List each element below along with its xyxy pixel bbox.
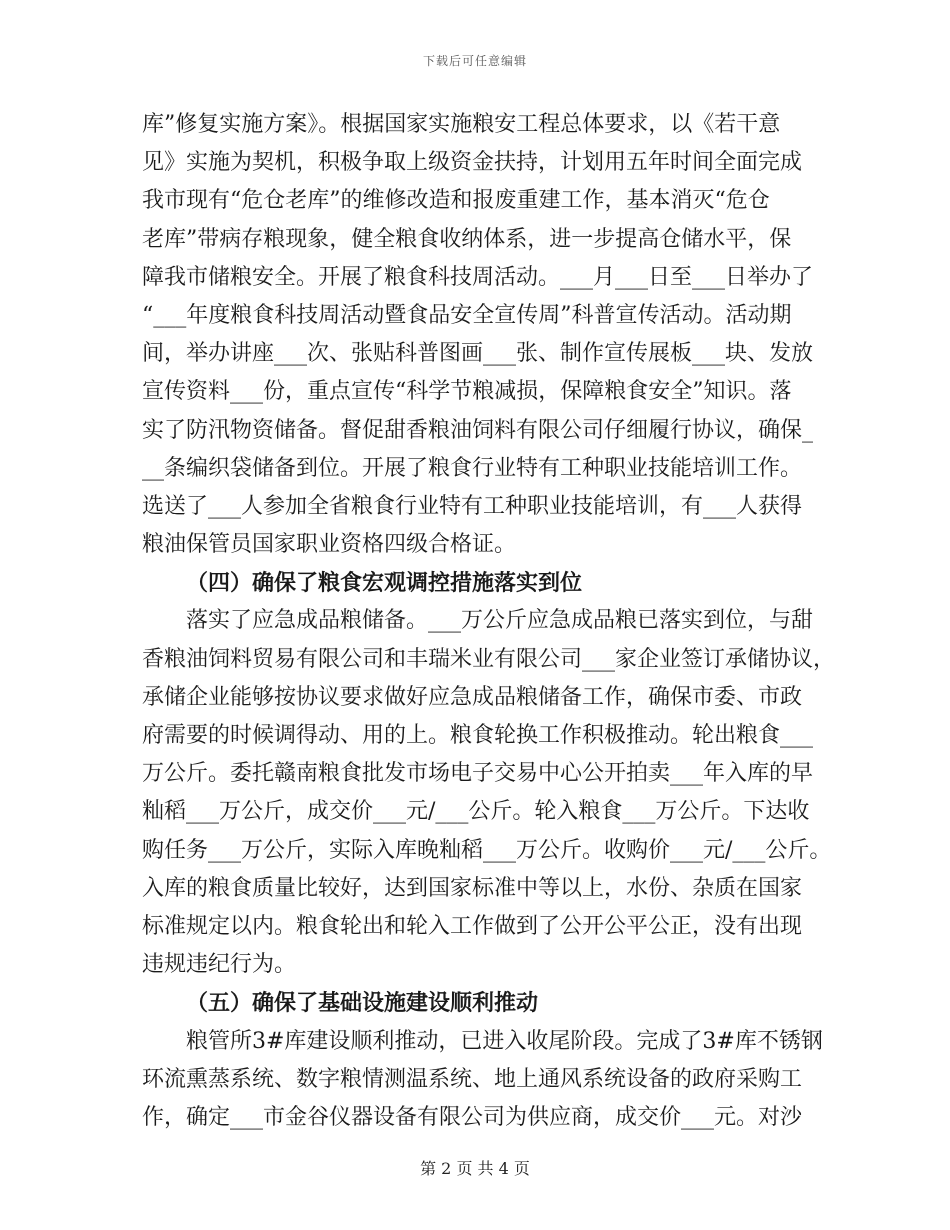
text-line: 作，确定___市金谷仪器设备有限公司为供应商，成交价___元。对沙 bbox=[142, 1104, 803, 1130]
text-line: 粮管所3#库建设顺利推动，已进入收尾阶段。完成了3#库不锈钢 bbox=[186, 1028, 823, 1054]
text-line: 选送了___人参加全省粮食行业特有工种职业技能培训，有___人获得 bbox=[142, 493, 803, 519]
text-line: 入库的粮食质量比较好，达到国家标准中等以上，水份、杂质在国家 bbox=[142, 875, 803, 901]
page-footer: 第 2 页 共 4 页 bbox=[420, 1159, 530, 1178]
text-line: 万公斤。委托赣南粮食批发市场电子交易中心公开拍卖___年入库的早 bbox=[142, 761, 814, 787]
text-line: 库”修复实施方案》。根据国家实施粮安工程总体要求，以《若干意 bbox=[142, 112, 781, 137]
text-line: 障我市储粮安全。开展了粮食科技周活动。___月___日至___日举办了 bbox=[142, 264, 814, 290]
page-header: 下载后可任意编辑 bbox=[422, 54, 527, 68]
text-line: 香粮油饲料贸易有限公司和丰瑞米业有限公司___家企业签订承储协议， bbox=[142, 646, 836, 672]
text-line: 籼稻___万公斤，成交价___元/___公斤。轮入粮食___万公斤。下达收 bbox=[142, 799, 810, 825]
text-line: 粮油保管员国家职业资格四级合格证。 bbox=[142, 532, 517, 558]
text-line: 违规违纪行为。 bbox=[142, 952, 297, 978]
text-line: 老库”带病存粮现象，健全粮食收纳体系，进一步提高仓储水平，保 bbox=[142, 226, 792, 252]
text-line: 间，举办讲座___次、张贴科普图画___张、制作宣传展板___块、发放 bbox=[142, 341, 814, 367]
text-line: 府需要的时候调得动、用的上。粮食轮换工作积极推动。轮出粮食___ bbox=[142, 723, 814, 748]
document-body bbox=[142, 106, 836, 1137]
text-line: “___年度粮食科技周活动暨食品安全宣传周”科普宣传活动。活动期 bbox=[142, 302, 792, 328]
section-heading: （五）确保了基础设施建设顺利推动 bbox=[186, 990, 539, 1017]
text-line: 落实了应急成品粮储备。___万公斤应急成品粮已落实到位，与甜 bbox=[186, 608, 814, 634]
section-heading: （四）确保了粮食宏观调控措施落实到位 bbox=[186, 570, 583, 597]
text-line: 承储企业能够按协议要求做好应急成品粮储备工作，确保市委、市政 bbox=[142, 684, 803, 710]
text-line: 环流熏蒸系统、数字粮情测温系统、地上通风系统设备的政府采购工 bbox=[142, 1066, 803, 1092]
text-line: 我市现有“危仓老库”的维修改造和报废重建工作，基本消灭“危仓 bbox=[142, 188, 770, 214]
text-line: 购任务___万公斤，实际入库晚籼稻___万公斤。收购价___元/___公斤。 bbox=[142, 837, 832, 863]
text-line: 标准规定以内。粮食轮出和轮入工作做到了公开公平公正，没有出现 bbox=[142, 913, 803, 939]
text-line: __条编织袋储备到位。开展了粮食行业特有工种职业技能培训工作。 bbox=[142, 455, 803, 481]
text-line: 实了防汛物资储备。督促甜香粮油饲料有限公司仔细履行协议，确保_ bbox=[142, 417, 814, 443]
text-line: 见》实施为契机，积极争取上级资金扶持，计划用五年时间全面完成 bbox=[142, 150, 803, 176]
text-line: 宣传资料___份，重点宣传“科学节粮减损，保障粮食安全”知识。落 bbox=[142, 379, 792, 405]
